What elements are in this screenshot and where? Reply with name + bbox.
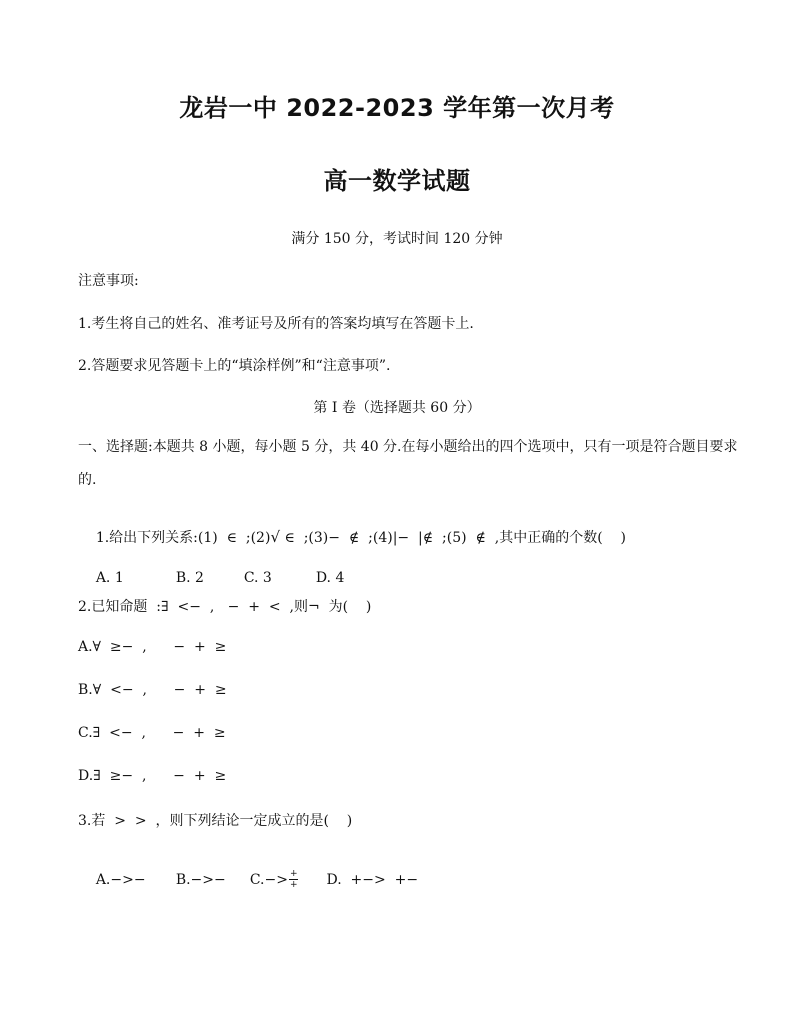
q3-option-b: B.−>− xyxy=(175,871,226,888)
q3-option-d: D. +−> +− xyxy=(326,871,419,888)
q3-option-c: C.−> xyxy=(249,871,288,888)
notes-heading: 注意事项: xyxy=(78,273,139,289)
q1-stem-part-a: 1.给出下列关系:(1) ∈ ;(2) xyxy=(95,530,271,546)
q1-option-b: B. 2 xyxy=(175,570,204,586)
q1-stem-part-b: ∈ ;(3)− ∉ ;(4)|− |∉ ;(5) ∉ ,其中正确的个数( ) xyxy=(280,530,626,546)
q2-option-c: C.∃ <− , − + ≥ xyxy=(78,725,226,741)
question-3-options xyxy=(78,853,418,906)
q3-option-a: A.−>− xyxy=(95,871,146,888)
q3-option-c-fraction xyxy=(289,869,299,890)
exam-subtitle: 高一数学试题 xyxy=(323,167,471,195)
section-title: 第 I 卷（选择题共 60 分） xyxy=(313,400,481,416)
note-item-1: 1.考生将自己的姓名、准考证号及所有的答案均填写在答题卡上. xyxy=(78,316,474,332)
fraction-numerator: + xyxy=(289,869,298,879)
note-item-2: 2.答题要求见答题卡上的“填涂样例”和“注意事项”. xyxy=(78,358,391,374)
exam-title: 龙岩一中 2022-2023 学年第一次月考 xyxy=(179,94,615,122)
q2-option-b: B.∀ <− , − + ≥ xyxy=(78,682,227,698)
question-3-stem: 3.若 > > ，则下列结论一定成立的是( ) xyxy=(78,813,353,829)
q1-option-d: D. 4 xyxy=(315,570,345,586)
question-2-stem: 2.已知命题 :∃ <− , − + < ,则¬ 为( ) xyxy=(78,599,372,615)
q1-option-a: A. 1 xyxy=(95,570,124,586)
q1-option-c: C. 3 xyxy=(243,570,272,586)
question-1-options xyxy=(78,554,344,602)
exam-info: 满分 150 分，考试时间 120 分钟 xyxy=(291,231,503,247)
q2-option-a: A.∀ ≥− , − + ≥ xyxy=(78,639,227,655)
fraction-denominator: + xyxy=(289,880,298,890)
section-instructions: 一、选择题:本题共 8 小题，每小题 5 分，共 40 分.在每小题给出的四个选项中，只有一项是符合题目要求的. xyxy=(78,439,738,488)
q2-option-d: D.∃ ≥− , − + ≥ xyxy=(78,768,227,784)
sqrt-symbol: √ xyxy=(270,528,280,546)
